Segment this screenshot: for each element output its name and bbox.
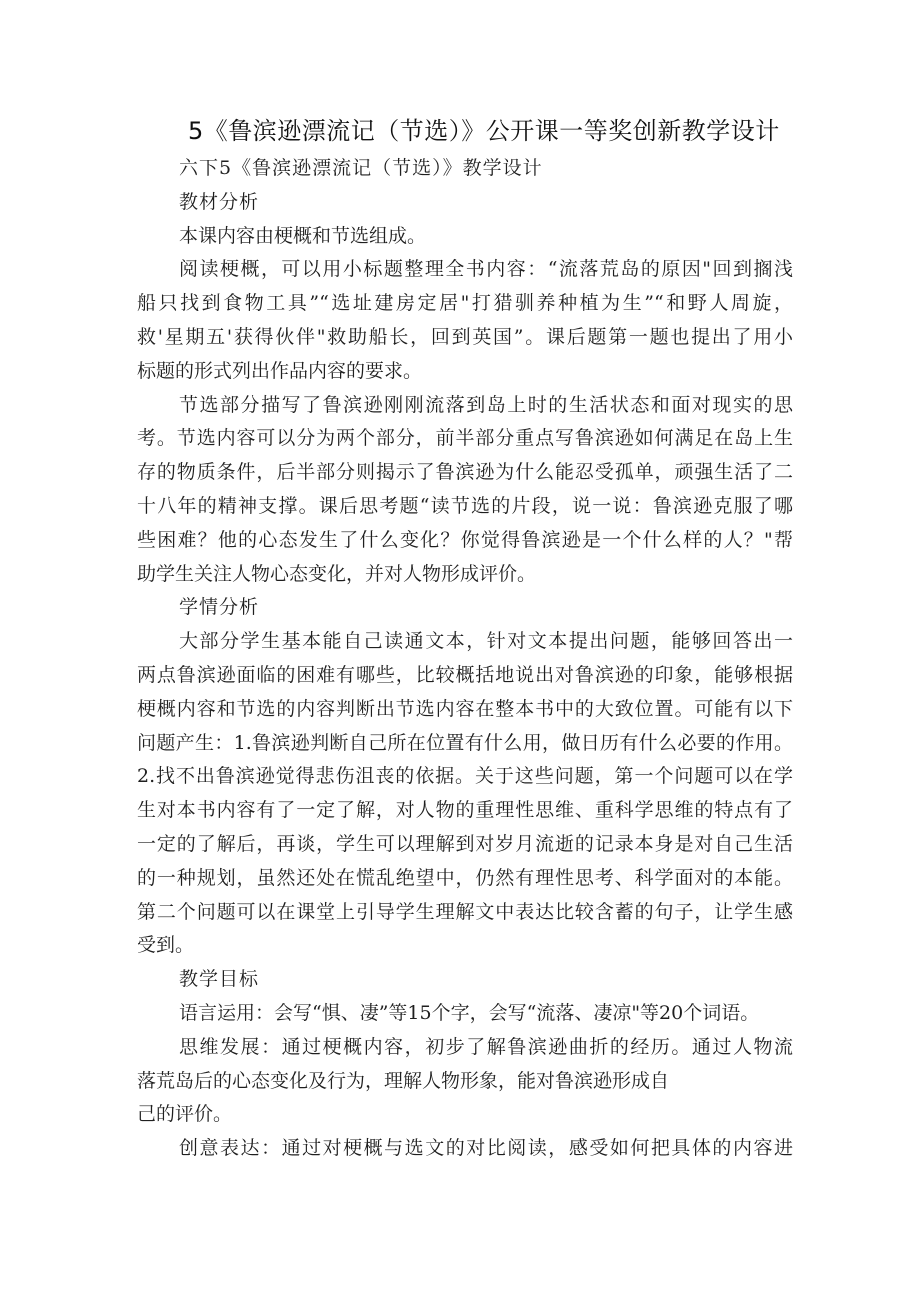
paragraph-line: 己的评价。	[137, 1103, 233, 1126]
paragraph-line: 大部分学生基本能自己读通文本，针对文本提出问题，能够回答出一	[179, 630, 793, 653]
document-title: 5《鲁滨逊漂流记（节选）》公开课一等奖创新教学设计	[188, 117, 780, 145]
document-body	[137, 152, 797, 1166]
paragraph-line: 存的物质条件，后半部分则揭示了鲁滨逊为什么能忍受孤单，顽强生活了二	[137, 461, 793, 484]
paragraph-line: 受到。	[137, 934, 195, 957]
paragraph-line: 两点鲁滨逊面临的困难有哪些，比较概括地说出对鲁滨逊的印象，能够根据	[137, 663, 793, 686]
paragraph-line: 船只找到食物工具”“选址建房定居"打猎驯养种植为生”“和野人周旋，	[137, 292, 793, 315]
section-heading-textbook-analysis: 教材分析	[179, 190, 260, 213]
paragraph-line: 2.找不出鲁滨逊觉得悲伤沮丧的依据。关于这些问题，第一个问题可以在学	[137, 765, 793, 788]
paragraph-line: 考。节选内容可以分为两个部分，前半部分重点写鲁滨逊如何满足在岛上生	[137, 427, 793, 450]
paragraph-line: 思维发展：通过梗概内容，初步了解鲁滨逊曲折的经历。通过人物流	[179, 1035, 793, 1058]
subtitle-line: 六下5《鲁滨逊漂流记（节选）》教学设计	[179, 157, 543, 179]
paragraph-line: 节选部分描写了鲁滨逊刚刚流落到岛上时的生活状态和面对现实的思	[179, 393, 793, 416]
section-heading-learner-analysis: 学情分析	[179, 596, 260, 619]
section-heading-teaching-objectives: 教学目标	[179, 968, 260, 991]
paragraph-line: 本课内容由梗概和节选组成。	[179, 224, 427, 247]
paragraph-line: 些困难？他的心态发生了什么变化？你觉得鲁滨逊是一个什么样的人？"帮	[137, 528, 793, 551]
paragraph-line: 助学生关注人物心态变化，并对人物形成评价。	[137, 562, 537, 585]
paragraph-line: 一定的了解后，再谈，学生可以理解到对岁月流逝的记录本身是对自己生活	[137, 832, 793, 855]
paragraph-line: 创意表达：通过对梗概与选文的对比阅读，感受如何把具体的内容进	[179, 1137, 793, 1160]
paragraph-line: 生对本书内容有了一定了解，对人物的重理性思维、重科学思维的特点有了	[137, 799, 793, 822]
paragraph-line: 第二个问题可以在课堂上引导学生理解文中表达比较含蓄的句子，让学生感	[137, 900, 793, 923]
paragraph-line: 语言运用：会写“惧、凄”等15个字，会写“流落、凄凉"等20个词语。	[179, 1001, 760, 1024]
paragraph-line: 十八年的精神支撑。课后思考题“读节选的片段，说一说：鲁滨逊克服了哪	[137, 494, 793, 517]
paragraph-line: 问题产生：1.鲁滨逊判断自己所在位置有什么用，做日历有什么必要的作用。	[137, 731, 793, 754]
paragraph-line: 梗概内容和节选的内容判断出节选内容在整本书中的大致位置。可能有以下	[137, 697, 793, 720]
paragraph-line: 的一种规划，虽然还处在慌乱绝望中，仍然有理性思考、科学面对的本能。	[137, 866, 793, 889]
paragraph-line: 救'星期五'获得伙伴"救助船长，回到英国”。课后题第一题也提出了用小	[137, 325, 793, 348]
paragraph-line: 标题的形式列出作品内容的要求。	[137, 359, 423, 382]
paragraph-line: 落荒岛后的心态变化及行为，理解人物形象，能对鲁滨逊形成自	[137, 1069, 670, 1092]
paragraph-line: 阅读梗概，可以用小标题整理全书内容：“流落荒岛的原因"回到搁浅	[179, 258, 793, 281]
